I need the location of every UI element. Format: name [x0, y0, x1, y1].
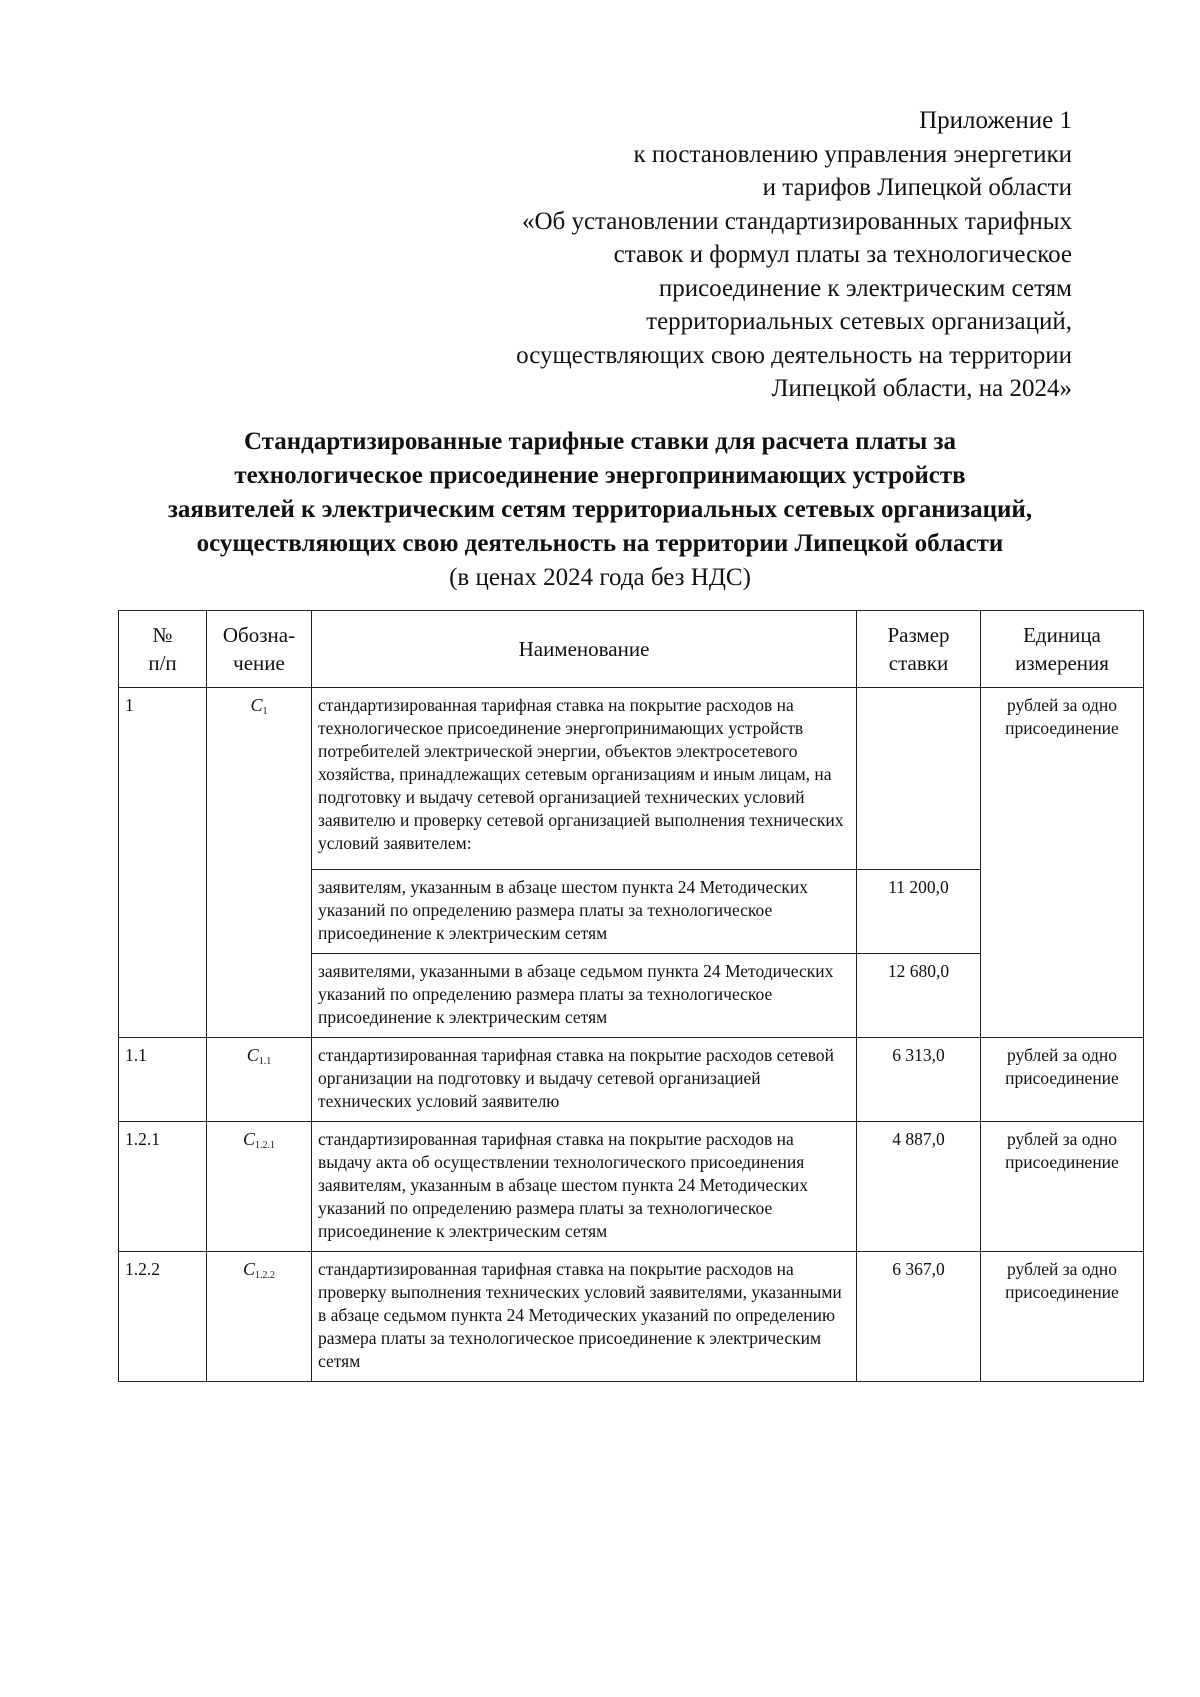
header-line: Приложение 1 [919, 107, 1072, 134]
table-row [119, 1122, 1144, 1252]
code-subscript: 1.2.2 [255, 1270, 275, 1281]
row-unit: рублей за одно присоединение [981, 688, 1144, 1038]
document-title [80, 425, 1120, 595]
header-size [857, 611, 981, 688]
row-code [207, 1252, 312, 1382]
header-name: Наименование [312, 611, 857, 688]
header-line: территориальных сетевых организаций, [646, 308, 1072, 335]
row-name: стандартизированная тарифная ставка на покрытие расходов на технологическое присоединение энергопринимающих устройств потребителей электрической энергии, объектов электросетевого хозяйства, принадлежащих сетевым организациям и иным лицам, на подготовку и выдачу сетевой организацией технических условий заявителю и проверку сетевой организацией выполнения технических условий заявителем: [312, 688, 857, 870]
header-size-line2: ставки [888, 651, 949, 675]
row-name: заявителям, указанным в абзаце шестом пункта 24 Методических указаний по определению размера платы за технологическое присоединение к электрическим сетям [312, 870, 857, 954]
header-code-line2: чение [233, 651, 285, 675]
header-line: осуществляющих свою деятельность на территории [516, 341, 1072, 369]
row-unit: рублей за одно присоединение [981, 1252, 1144, 1382]
table-row [119, 1252, 1144, 1382]
row-unit: рублей за одно присоединение [981, 1122, 1144, 1252]
row-size: 6 367,0 [857, 1252, 981, 1382]
header-line: присоединение к электрическим сетям [658, 274, 1072, 302]
row-size: 4 887,0 [857, 1122, 981, 1252]
header-line: Липецкой области, на 2024» [771, 375, 1072, 402]
title-line: Стандартизированные тарифные ставки для расчета платы за [243, 428, 957, 455]
header-line: и тарифов Липецкой области [762, 174, 1072, 201]
code-base: C [242, 1129, 255, 1149]
header-line: к постановлению управления энергетики [633, 140, 1072, 168]
tariff-table [118, 610, 1144, 1382]
header-num-line2: п/п [148, 651, 177, 675]
row-code [207, 688, 312, 1038]
row-name: стандартизированная тарифная ставка на покрытие расходов сетевой организации на подготовку и выдачу сетевой организацией технических условий заявителю [312, 1038, 857, 1122]
code-base: C [246, 1045, 259, 1065]
header-unit-line2: измерения [1015, 651, 1109, 675]
header-num [119, 611, 207, 688]
title-line: технологическое присоединение энергопринимающих устройств [234, 462, 966, 489]
row-name: стандартизированная тарифная ставка на покрытие расходов на выдачу акта об осуществлении технологического присоединения заявителям, указанным в абзаце шестом пункта 24 Методических указаний по определению размера платы за технологическое присоединение к электрическим сетям [312, 1122, 857, 1252]
code-base: C [242, 1259, 255, 1279]
header-line: ставок и формул платы за технологическое [613, 241, 1072, 268]
header-num-line1: № [152, 623, 173, 647]
row-size [857, 688, 981, 870]
header-unit-line1: Единица [1023, 623, 1101, 647]
row-num: 1.2.1 [119, 1122, 207, 1252]
title-line: заявителей к электрическим сетям территориальных сетевых организаций, [167, 496, 1033, 523]
row-code [207, 1122, 312, 1252]
row-size: 6 313,0 [857, 1038, 981, 1122]
row-num: 1.2.2 [119, 1252, 207, 1382]
table-row [119, 1038, 1144, 1122]
title-line: осуществляющих свою деятельность на территории Липецкой области [196, 530, 1004, 557]
appendix-header [372, 104, 1072, 406]
row-code [207, 1038, 312, 1122]
row-unit: рублей за одно присоединение [981, 1038, 1144, 1122]
header-size-line1: Размер [887, 623, 950, 647]
row-name: стандартизированная тарифная ставка на покрытие расходов на проверку выполнения технических условий заявителями, указанными в абзаце седьмом пункта 24 Методических указаний по определению размера платы за технологическое присоединение к электрическим сетям [312, 1252, 857, 1382]
header-line: «Об установлении стандартизированных тарифных [521, 207, 1072, 235]
header-code-line1: Обозна- [222, 623, 296, 647]
row-size: 12 680,0 [857, 954, 981, 1038]
row-num: 1 [119, 688, 207, 1038]
row-name: заявителями, указанными в абзаце седьмом пункта 24 Методических указаний по определению размера платы за технологическое присоединение к электрическим сетям [312, 954, 857, 1038]
header-unit [981, 611, 1144, 688]
title-subtitle: (в ценах 2024 года без НДС) [449, 564, 751, 591]
code-subscript: 1.1 [258, 1056, 272, 1067]
table-header-row [119, 611, 1144, 688]
code-subscript: 1.2.1 [255, 1140, 275, 1151]
row-num: 1.1 [119, 1038, 207, 1122]
table-row [119, 688, 1144, 870]
code-subscript: 1 [262, 706, 268, 717]
header-code [207, 611, 312, 688]
code-base: C [250, 695, 263, 715]
row-size: 11 200,0 [857, 870, 981, 954]
